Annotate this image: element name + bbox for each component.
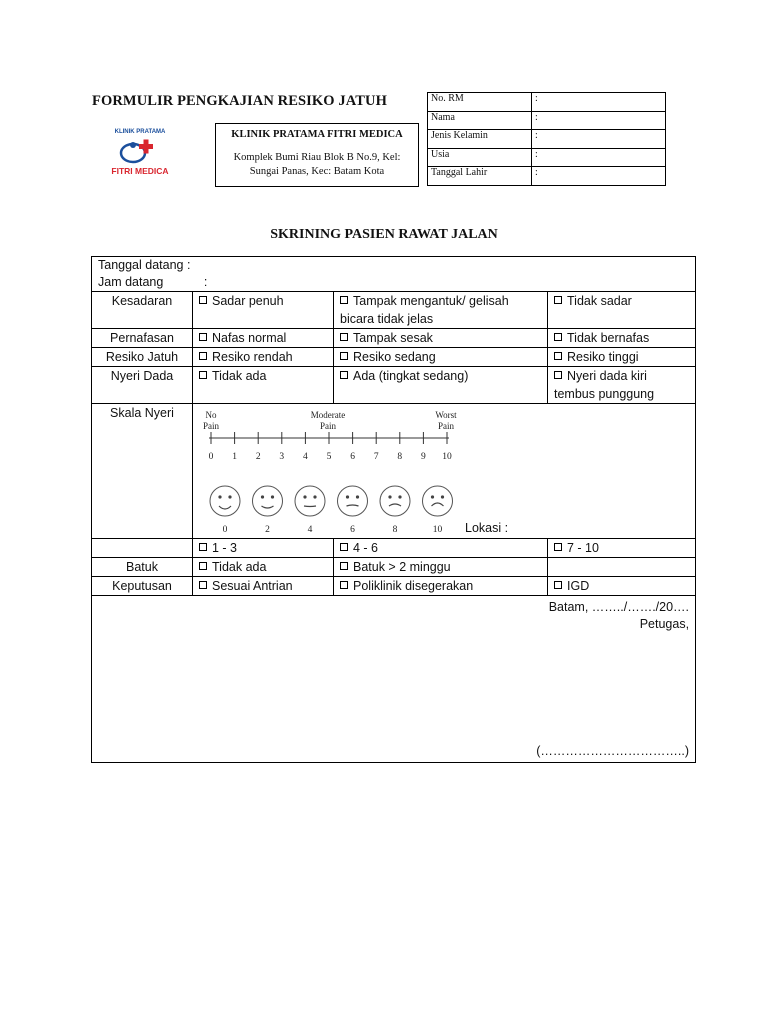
clinic-address-line1: Komplek Bumi Riau Blok B No.9, Kel: bbox=[233, 152, 401, 163]
option-label: Resiko sedang bbox=[353, 350, 436, 364]
pain-face-eye bbox=[388, 495, 391, 498]
checkbox[interactable] bbox=[340, 371, 348, 379]
pain-face-icon bbox=[338, 486, 368, 516]
checkbox[interactable] bbox=[554, 581, 562, 589]
row-skala-range bbox=[92, 539, 696, 558]
field-label: No. RM bbox=[428, 93, 532, 112]
option-label: 4 - 6 bbox=[353, 541, 379, 555]
checkbox[interactable] bbox=[199, 333, 207, 341]
clinic-address-line2: Sungai Panas, Kec: Batam Kota bbox=[249, 166, 385, 177]
pain-face-eye bbox=[431, 495, 434, 498]
patient-field-row bbox=[428, 148, 666, 167]
pain-face-eye bbox=[398, 495, 401, 498]
row-skala-nyeri bbox=[92, 404, 696, 539]
option-cell[interactable] bbox=[548, 539, 696, 558]
time-label: Jam datang bbox=[98, 275, 164, 289]
option-cell[interactable] bbox=[193, 292, 334, 329]
patient-field-row bbox=[428, 93, 666, 112]
clinic-info-box bbox=[215, 123, 419, 187]
option-cell[interactable] bbox=[548, 292, 696, 329]
row-label: Kesadaran bbox=[92, 292, 193, 329]
option-cell[interactable] bbox=[193, 348, 334, 367]
clinic-name: KLINIK PRATAMA FITRI MEDICA bbox=[231, 129, 403, 140]
option-cell[interactable] bbox=[548, 348, 696, 367]
checkbox[interactable] bbox=[199, 581, 207, 589]
checkbox[interactable] bbox=[340, 352, 348, 360]
field-value[interactable]: : bbox=[532, 167, 666, 186]
checkbox[interactable] bbox=[554, 371, 562, 379]
pain-scale-tick-label: 6 bbox=[350, 452, 355, 462]
checkbox[interactable] bbox=[340, 581, 348, 589]
checkbox[interactable] bbox=[199, 543, 207, 551]
row-keputusan bbox=[92, 577, 696, 596]
row-label: Pernafasan bbox=[92, 329, 193, 348]
patient-field-row bbox=[428, 111, 666, 130]
option-label: 1 - 3 bbox=[212, 541, 238, 555]
checkbox[interactable] bbox=[554, 543, 562, 551]
row-batuk bbox=[92, 558, 696, 577]
option-label: Nafas normal bbox=[212, 331, 287, 345]
pain-face-eye bbox=[228, 495, 231, 498]
visit-info-cell[interactable] bbox=[92, 257, 696, 292]
field-label: Nama bbox=[428, 111, 532, 130]
visit-row bbox=[92, 257, 696, 292]
lokasi-label: Lokasi : bbox=[465, 521, 509, 535]
option-label: Poliklinik disegerakan bbox=[353, 579, 474, 593]
option-cell[interactable] bbox=[334, 558, 548, 577]
field-value[interactable]: : bbox=[532, 93, 666, 112]
field-label: Tanggal Lahir bbox=[428, 167, 532, 186]
time-colon: : bbox=[203, 275, 208, 289]
pain-face-icon bbox=[295, 486, 325, 516]
pain-face-eye bbox=[271, 495, 274, 498]
pain-face-label: 0 bbox=[222, 525, 228, 535]
option-cell[interactable] bbox=[548, 329, 696, 348]
pain-label-moderate-1: Moderate bbox=[310, 410, 346, 420]
empty-cell bbox=[548, 558, 696, 577]
row-kesadaran bbox=[92, 292, 696, 329]
option-cell[interactable] bbox=[193, 539, 334, 558]
option-label: Resiko rendah bbox=[212, 350, 293, 364]
svg-text:KLINIK PRATAMA: KLINIK PRATAMA bbox=[114, 129, 166, 135]
option-cell[interactable] bbox=[334, 367, 548, 404]
checkbox[interactable] bbox=[554, 352, 562, 360]
option-label: Tidak sadar bbox=[567, 294, 632, 308]
pain-scale-graphic bbox=[193, 404, 473, 538]
pain-face-eye bbox=[313, 495, 316, 498]
pain-label-worst-1: Worst bbox=[435, 410, 457, 420]
option-cell[interactable] bbox=[334, 292, 548, 329]
checkbox[interactable] bbox=[554, 296, 562, 304]
option-label: Tidak ada bbox=[212, 560, 267, 574]
row-resiko-jatuh bbox=[92, 348, 696, 367]
row-label: Skala Nyeri bbox=[92, 404, 193, 539]
pain-face-label: 6 bbox=[350, 525, 355, 535]
checkbox[interactable] bbox=[340, 543, 348, 551]
pain-face-label: 2 bbox=[265, 525, 270, 535]
option-cell[interactable] bbox=[193, 558, 334, 577]
option-label: Tidak bernafas bbox=[567, 331, 650, 345]
option-label: Sesuai Antrian bbox=[212, 579, 293, 593]
pain-label-none-2: Pain bbox=[202, 421, 220, 431]
row-signature bbox=[92, 596, 696, 763]
screening-form-table bbox=[91, 256, 696, 763]
pain-face-label: 10 bbox=[432, 525, 443, 535]
pain-face-label: 4 bbox=[307, 525, 313, 535]
pain-scale-tick-label: 0 bbox=[208, 452, 214, 462]
section-heading: SKRINING PASIEN RAWAT JALAN bbox=[270, 227, 498, 242]
signature-cell[interactable] bbox=[92, 596, 696, 763]
pain-face-eye bbox=[356, 495, 359, 498]
date-label: Tanggal datang bbox=[98, 258, 184, 272]
pain-face-eye bbox=[441, 495, 444, 498]
pain-scale-tick-label: 5 bbox=[326, 452, 332, 462]
option-cell[interactable] bbox=[193, 329, 334, 348]
option-cell[interactable] bbox=[334, 348, 548, 367]
checkbox[interactable] bbox=[340, 296, 348, 304]
row-label: Resiko Jatuh bbox=[92, 348, 193, 367]
checkbox[interactable] bbox=[199, 352, 207, 360]
patient-field-row bbox=[428, 167, 666, 186]
row-nyeri-dada bbox=[92, 367, 696, 404]
pain-face-eye bbox=[261, 495, 264, 498]
pain-scale-tick-label: 1 bbox=[232, 452, 237, 462]
checkbox[interactable] bbox=[340, 333, 348, 341]
patient-identity-table bbox=[427, 92, 666, 186]
checkbox[interactable] bbox=[340, 562, 348, 570]
pain-label-worst-2: Pain bbox=[437, 421, 455, 431]
pain-label-none-1: No bbox=[205, 410, 217, 420]
field-value[interactable]: : bbox=[532, 148, 666, 167]
option-label: Nyeri dada kiri tembus punggung bbox=[554, 369, 655, 401]
signature-date: Batam, ……../……./20…. bbox=[548, 600, 690, 614]
option-cell[interactable] bbox=[548, 577, 696, 596]
blank-cell bbox=[92, 539, 193, 558]
pain-scale-cell bbox=[193, 404, 696, 539]
pain-face-eye bbox=[303, 495, 306, 498]
signature-line: (……………………………..) bbox=[536, 744, 690, 758]
option-cell[interactable] bbox=[193, 367, 334, 404]
option-label: Ada (tingkat sedang) bbox=[353, 369, 469, 383]
pain-scale-tick-label: 7 bbox=[373, 452, 379, 462]
option-label: Sadar penuh bbox=[212, 294, 284, 308]
pain-face-icon bbox=[423, 486, 453, 516]
checkbox[interactable] bbox=[199, 562, 207, 570]
patient-field-row bbox=[428, 130, 666, 149]
pain-face-icon bbox=[210, 486, 240, 516]
pain-scale-tick-label: 10 bbox=[442, 452, 452, 462]
row-label: Keputusan bbox=[92, 577, 193, 596]
pain-face-mouth bbox=[304, 506, 316, 507]
date-colon: : bbox=[186, 258, 191, 272]
option-label: Resiko tinggi bbox=[567, 350, 639, 364]
field-value[interactable]: : bbox=[532, 130, 666, 149]
option-cell[interactable] bbox=[548, 367, 696, 404]
row-label: Nyeri Dada bbox=[92, 367, 193, 404]
pain-scale-tick-label: 9 bbox=[421, 452, 426, 462]
svg-text:FITRI MEDICA: FITRI MEDICA bbox=[111, 166, 169, 176]
option-label: Batuk > 2 minggu bbox=[353, 560, 451, 574]
form-title: FORMULIR PENGKAJIAN RESIKO JATUH bbox=[92, 93, 387, 109]
signature-role: Petugas, bbox=[639, 617, 690, 631]
clinic-logo bbox=[92, 124, 189, 180]
pain-face-eye bbox=[218, 495, 221, 498]
field-label: Jenis Kelamin bbox=[428, 130, 532, 149]
pain-scale-tick-label: 3 bbox=[279, 452, 285, 462]
pain-scale-tick-label: 2 bbox=[255, 452, 261, 462]
option-cell[interactable] bbox=[334, 329, 548, 348]
checkbox[interactable] bbox=[554, 333, 562, 341]
option-label: Tampak sesak bbox=[353, 331, 433, 345]
pain-face-label: 8 bbox=[392, 525, 398, 535]
option-label: 7 - 10 bbox=[567, 541, 599, 555]
option-label: IGD bbox=[567, 579, 590, 593]
field-value[interactable]: : bbox=[532, 111, 666, 130]
option-label: Tampak mengantuk/ gelisah bicara tidak jelas bbox=[340, 294, 509, 326]
checkbox[interactable] bbox=[199, 296, 207, 304]
pain-face-icon bbox=[380, 486, 410, 516]
pain-scale-tick-label: 8 bbox=[397, 452, 403, 462]
field-label: Usia bbox=[428, 148, 532, 167]
option-label: Tidak ada bbox=[212, 369, 267, 383]
option-cell[interactable] bbox=[334, 539, 548, 558]
row-label: Batuk bbox=[92, 558, 193, 577]
row-pernafasan bbox=[92, 329, 696, 348]
pain-face-eye bbox=[346, 495, 349, 498]
option-cell[interactable] bbox=[193, 577, 334, 596]
checkbox[interactable] bbox=[199, 371, 207, 379]
pain-face-icon bbox=[253, 486, 283, 516]
pain-scale-tick-label: 4 bbox=[303, 452, 308, 462]
pain-label-moderate-2: Pain bbox=[319, 421, 337, 431]
option-cell[interactable] bbox=[334, 577, 548, 596]
